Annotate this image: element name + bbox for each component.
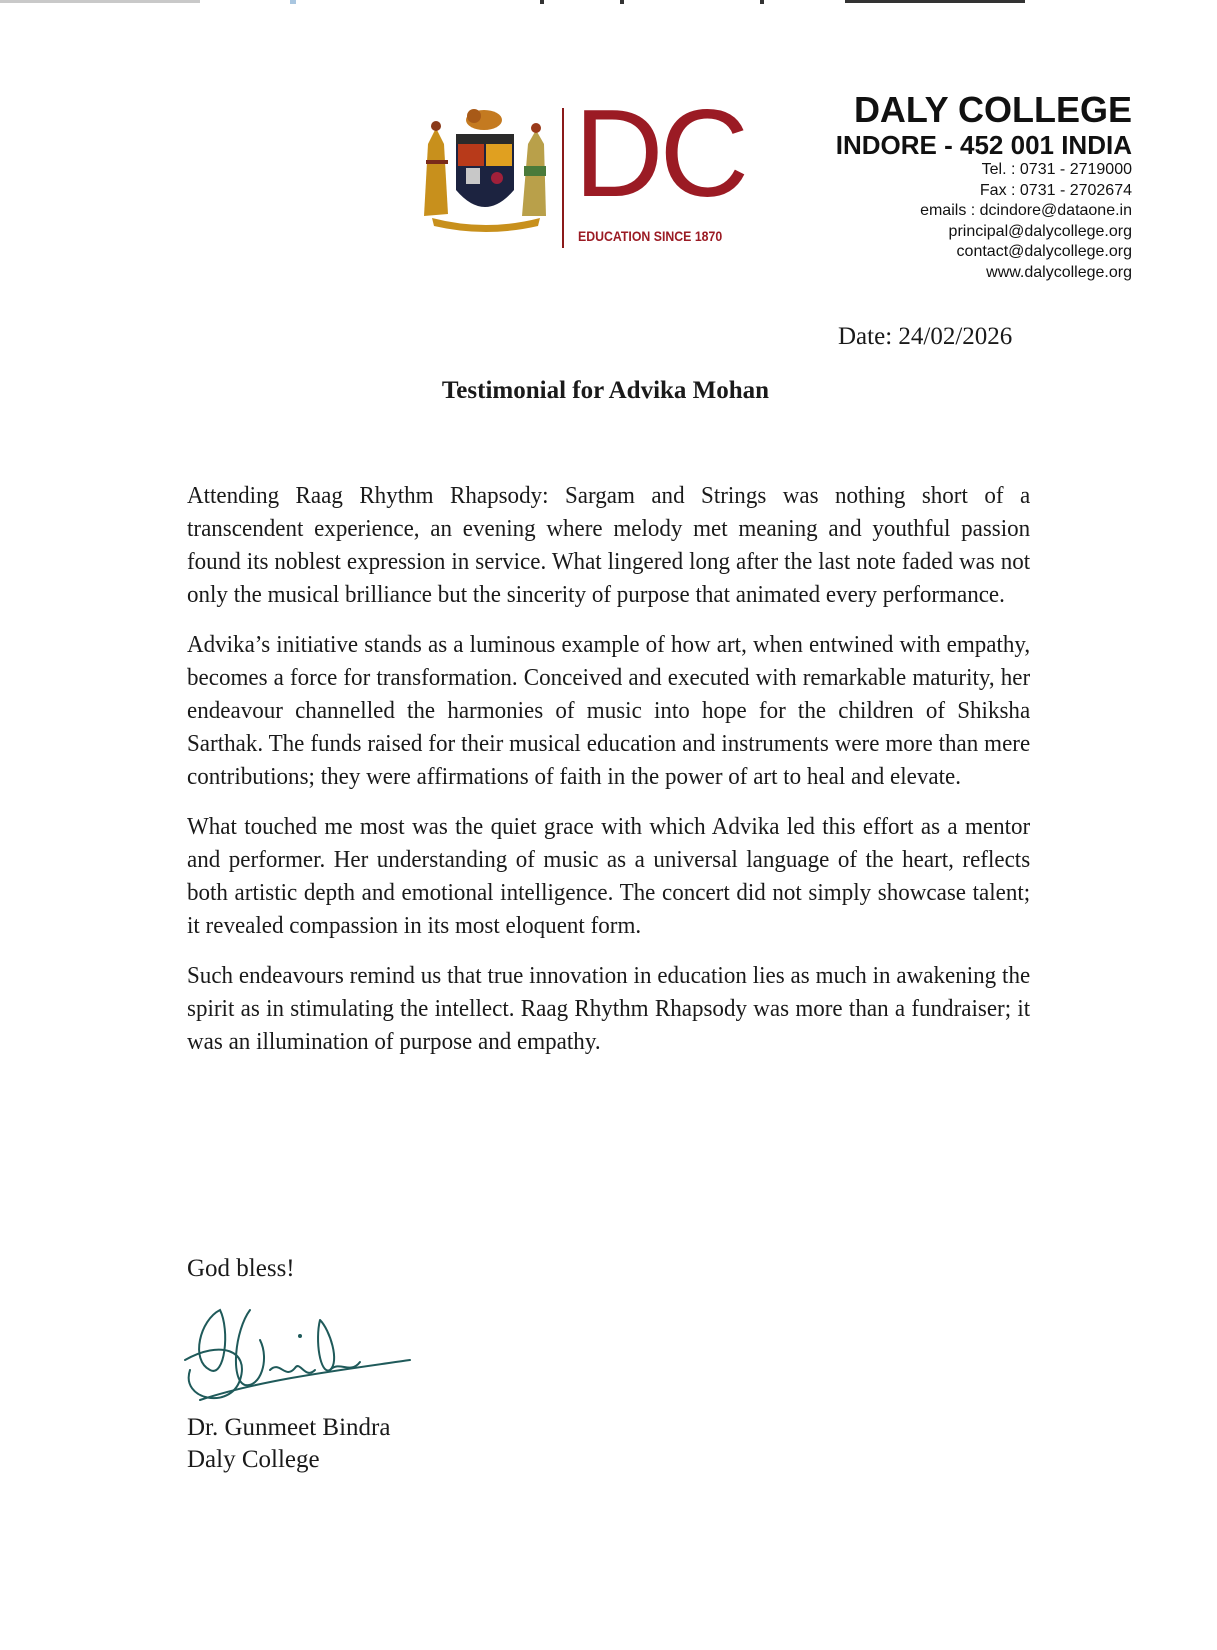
letter-date: Date: 24/02/2026 bbox=[838, 323, 1013, 350]
scan-artifact-top-edge bbox=[0, 0, 1217, 8]
body-paragraph: Attending Raag Rhythm Rhapsody: Sargam and Strings was nothing short of a transcendent experience, an evening where melody met meaning and youthful passion found its noblest expression in service. What lingered long after the last note faded was not only the musical brilliance but the sincerity of purpose that animated every performance. bbox=[187, 482, 1031, 608]
contact-fax: Fax : 0731 - 2702674 bbox=[979, 181, 1132, 199]
body-paragraph: What touched me most was the quiet grace with which Advika led this effort as a mentor and performer. Her understanding of music as a universal language of the heart, reflects both artistic depth and emotional intelligence. The concert did not simply showcase talent; it revealed compassion in its most eloquent form. bbox=[187, 813, 1031, 939]
body-paragraph: Such endeavours remind us that true innovation in education lies as much in awakening the spirit as in stimulating the intellect. Raag Rhythm Rhapsody was more than a fundraiser; it was an illumination of purpose and empathy. bbox=[187, 962, 1031, 1055]
institution-city: INDORE - 452 001 INDIA bbox=[835, 130, 1132, 160]
signatory-name: Dr. Gunmeet Bindra bbox=[187, 1414, 391, 1441]
signatory-organization: Daly College bbox=[187, 1446, 320, 1473]
logo-monogram: DC bbox=[574, 85, 746, 223]
logo-tagline: EDUCATION SINCE 1870 bbox=[578, 228, 723, 244]
letter-title bbox=[0, 377, 1217, 405]
contact-website: www.dalycollege.org bbox=[986, 263, 1132, 281]
body-paragraph: Advika’s initiative stands as a luminous example of how art, when entwined with empathy, becomes a force for transformation. Conceived and executed with remarkable maturity, her endeavour channelled the harmonies of music into hope for the children of Shiksha Sarthak. The funds raised for their musical education and instruments were more than mere contributions; they were affirmations of faith in the power of art to heal and elevate. bbox=[187, 631, 1031, 790]
handwritten-signature-icon bbox=[180, 1300, 420, 1420]
contact-email-2: principal@dalycollege.org bbox=[948, 222, 1132, 240]
contact-telephone: Tel. : 0731 - 2719000 bbox=[981, 161, 1132, 178]
letter-body bbox=[187, 479, 1030, 1075]
contact-email-3: contact@dalycollege.org bbox=[956, 243, 1132, 260]
closing-line: God bless! bbox=[187, 1255, 295, 1282]
school-crest-icon bbox=[422, 104, 550, 236]
institution-name: DALY COLLEGE bbox=[853, 89, 1132, 130]
logo-divider bbox=[562, 108, 564, 248]
address-block bbox=[836, 90, 1132, 283]
signatory-block bbox=[187, 1412, 390, 1476]
letter-title-text: Testimonial for Advika Mohan bbox=[441, 377, 770, 404]
contact-email-1: emails : dcindore@dataone.in bbox=[920, 202, 1132, 219]
